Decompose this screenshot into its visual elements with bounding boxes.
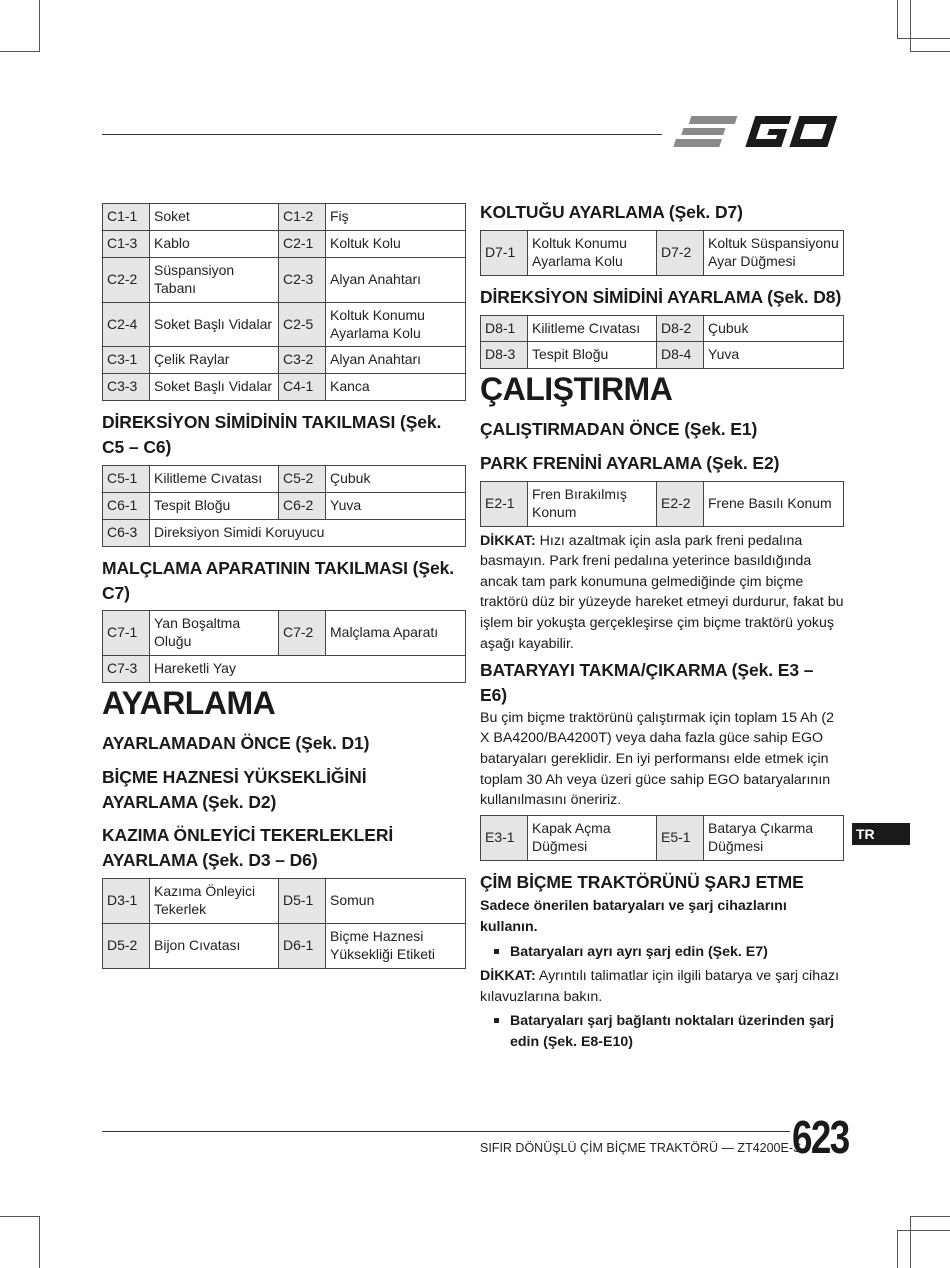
- part-code: D8-2: [657, 315, 704, 342]
- part-code: C2-3: [279, 257, 326, 302]
- part-code: C1-2: [279, 204, 326, 231]
- crop-mark: [897, 1230, 898, 1268]
- crop-mark: [910, 0, 911, 52]
- part-name: Kablo: [150, 230, 279, 257]
- footer-title: SIFIR DÖNÜŞLÜ ÇİM BİÇME TRAKTÖRÜ — ZT4200E-S: [480, 1141, 802, 1155]
- section-heading: KAZIMA ÖNLEYİCİ TEKERLEKLERİ AYARLAMA (Şek. D3 – D6): [102, 825, 394, 871]
- part-name: Çubuk: [326, 465, 466, 492]
- section-heading: DİREKSİYON SİMİDİNİ AYARLAMA (Şek. D8): [480, 286, 842, 307]
- part-name: Yuva: [326, 492, 466, 519]
- table-row: [103, 492, 466, 519]
- caution-label: DİKKAT:: [480, 532, 536, 549]
- part-code: D8-3: [481, 342, 528, 369]
- part-code: C3-2: [279, 347, 326, 374]
- crop-mark: [39, 1216, 40, 1268]
- part-name: Koltuk Konumu Ayarlama Kolu: [528, 230, 657, 275]
- part-code: C5-2: [279, 465, 326, 492]
- part-code: C2-4: [103, 302, 150, 347]
- part-name: Bijon Cıvatası: [150, 923, 279, 968]
- part-code: D5-1: [279, 879, 326, 924]
- part-name: Malçlama Aparatı: [326, 611, 466, 656]
- crop-mark: [910, 1216, 911, 1268]
- crop-mark: [897, 1230, 950, 1231]
- part-name: Kapak Açma Düğmesi: [528, 815, 657, 860]
- left-column: [102, 203, 466, 969]
- list-item: Bataryaları ayrı ayrı şarj edin (Şek. E7): [510, 942, 844, 963]
- part-code: C6-3: [103, 519, 150, 546]
- parts-table-d8: [480, 315, 844, 370]
- part-name: Direksiyon Simidi Koruyucu: [150, 519, 466, 546]
- caution-text: Hızı azaltmak için asla park freni pedalına basmayın. Park freni pedalına yeterince basıldığında ancak tam park konumuna gelmediğinde çim biçme traktörü düz bir yüzeyde hareket etmeyi durdurur, fakat bu işlem bir yokuşta gerçekleşirse çim biçme traktörü yokuş aşağı kayabilir.: [480, 532, 844, 652]
- part-code: C1-1: [103, 204, 150, 231]
- section-heading: DİREKSİYON SİMİDİNİN TAKILMASI (Şek. C5 – C6): [102, 412, 442, 458]
- table-row: [481, 230, 844, 275]
- bullet-list: [480, 942, 844, 963]
- table-row: [103, 465, 466, 492]
- crop-mark: [0, 1216, 40, 1217]
- caution-text: Ayrıntılı talimatlar için ilgili batarya ve şarj cihazı kılavuzlarına bakın.: [480, 968, 840, 1005]
- part-code: D5-2: [103, 923, 150, 968]
- part-name: Koltuk Kolu: [326, 230, 466, 257]
- part-code: D7-1: [481, 230, 528, 275]
- table-row: [481, 815, 844, 860]
- part-code: C2-5: [279, 302, 326, 347]
- parts-table-e3: [480, 815, 844, 861]
- part-code: E2-2: [657, 481, 704, 526]
- ego-logo: [672, 108, 844, 154]
- crop-mark: [910, 51, 950, 52]
- part-code: D7-2: [657, 230, 704, 275]
- caution-paragraph: [480, 966, 844, 1007]
- part-code: C3-1: [103, 347, 150, 374]
- caution-label: DİKKAT:: [480, 968, 536, 985]
- table-row: [103, 347, 466, 374]
- crop-mark: [910, 1216, 950, 1217]
- parts-table-c: [102, 203, 466, 401]
- table-row: [103, 374, 466, 401]
- battery-paragraph: Bu çim biçme traktörünü çalıştırmak için toplam 15 Ah (2 X BA4200/BA4200T) veya daha fazla güce sahip EGO bataryaları gereklidir. En iyi performansı elde etmek için toplam 30 Ah veya üzeri güce sahip EGO bataryalarının kullanılmasını öneririz.: [480, 709, 835, 809]
- section-heading: KOLTUĞU AYARLAMA (Şek. D7): [480, 202, 743, 222]
- crop-mark: [897, 38, 950, 39]
- section-heading: ÇALIŞTIRMADAN ÖNCE (Şek. E1): [480, 419, 758, 440]
- table-row: [103, 656, 466, 683]
- part-name: Koltuk Konumu Ayarlama Kolu: [326, 302, 466, 347]
- part-name: Alyan Anahtarı: [326, 257, 466, 302]
- part-name: Tespit Bloğu: [150, 492, 279, 519]
- table-row: [481, 315, 844, 342]
- table-row: [481, 481, 844, 526]
- table-row: [103, 230, 466, 257]
- part-name: Yan Boşaltma Oluğu: [150, 611, 279, 656]
- part-code: C6-1: [103, 492, 150, 519]
- part-code: D8-4: [657, 342, 704, 369]
- language-tab: TR: [852, 823, 910, 845]
- part-code: C5-1: [103, 465, 150, 492]
- section-heading: ÇİM BİÇME TRAKTÖRÜNÜ ŞARJ ETME: [480, 871, 804, 892]
- list-item: Bataryaları şarj bağlantı noktaları üzerinden şarj edin (Şek. E8-E10): [510, 1011, 844, 1052]
- part-name: Çubuk: [704, 315, 844, 342]
- header-rule: [102, 134, 662, 135]
- part-name: Soket Başlı Vidalar: [150, 374, 279, 401]
- table-row: [103, 923, 466, 968]
- bullet-list: [480, 1011, 844, 1052]
- part-code: C3-3: [103, 374, 150, 401]
- part-code: C6-2: [279, 492, 326, 519]
- part-code: D3-1: [103, 879, 150, 924]
- part-name: Frene Basılı Konum: [704, 481, 844, 526]
- parts-table-e2: [480, 481, 844, 527]
- part-code: E3-1: [481, 815, 528, 860]
- chapter-title: ÇALIŞTIRMA: [480, 371, 673, 408]
- part-code: E2-1: [481, 481, 528, 526]
- table-row: [103, 204, 466, 231]
- page-number: 623: [792, 1111, 849, 1163]
- parts-table-d7: [480, 230, 844, 276]
- part-name: Soket: [150, 204, 279, 231]
- caution-paragraph: [480, 531, 844, 655]
- section-heading: BİÇME HAZNESİ YÜKSEKLİĞİNİ AYARLAMA (Şek. D2): [102, 766, 367, 812]
- part-name: Kilitleme Cıvatası: [150, 465, 279, 492]
- part-name: Kilitleme Cıvatası: [528, 315, 657, 342]
- part-code: C7-1: [103, 611, 150, 656]
- part-name: Fren Bırakılmış Konum: [528, 481, 657, 526]
- part-code: C2-2: [103, 257, 150, 302]
- table-row: [103, 611, 466, 656]
- part-code: C2-1: [279, 230, 326, 257]
- part-name: Çelik Raylar: [150, 347, 279, 374]
- part-name: Kazıma Önleyici Tekerlek: [150, 879, 279, 924]
- crop-mark: [39, 0, 40, 52]
- part-name: Yuva: [704, 342, 844, 369]
- table-row: [103, 519, 466, 546]
- right-column: [480, 200, 844, 1053]
- section-heading: PARK FRENİNİ AYARLAMA (Şek. E2): [480, 452, 780, 473]
- part-code: C4-1: [279, 374, 326, 401]
- table-row: [103, 879, 466, 924]
- parts-table-d3: [102, 878, 466, 969]
- section-heading: MALÇLAMA APARATININ TAKILMASI (Şek. C7): [102, 557, 454, 603]
- section-heading: AYARLAMADAN ÖNCE (Şek. D1): [102, 732, 370, 753]
- part-code: D8-1: [481, 315, 528, 342]
- footer-rule: [102, 1131, 790, 1132]
- part-name: Tespit Bloğu: [528, 342, 657, 369]
- chapter-title: AYARLAMA: [102, 685, 276, 722]
- part-name: Alyan Anahtarı: [326, 347, 466, 374]
- part-code: C7-3: [103, 656, 150, 683]
- part-code: D6-1: [279, 923, 326, 968]
- part-name: Kanca: [326, 374, 466, 401]
- table-row: [103, 302, 466, 347]
- section-heading: BATARYAYI TAKMA/ÇIKARMA (Şek. E3 – E6): [480, 660, 814, 706]
- charge-note: Sadece önerilen bataryaları ve şarj cihazlarını kullanın.: [480, 898, 787, 936]
- part-name: Somun: [326, 879, 466, 924]
- table-row: [103, 257, 466, 302]
- part-name: Soket Başlı Vidalar: [150, 302, 279, 347]
- crop-mark: [0, 51, 40, 52]
- part-code: E5-1: [657, 815, 704, 860]
- table-row: [481, 342, 844, 369]
- part-name: Biçme Haznesi Yüksekliği Etiketi: [326, 923, 466, 968]
- part-code: C7-2: [279, 611, 326, 656]
- crop-mark: [897, 0, 898, 38]
- part-name: Batarya Çıkarma Düğmesi: [704, 815, 844, 860]
- part-name: Süspansiyon Tabanı: [150, 257, 279, 302]
- part-name: Hareketli Yay: [150, 656, 466, 683]
- parts-table-c7: [102, 610, 466, 683]
- part-code: C1-3: [103, 230, 150, 257]
- part-name: Fiş: [326, 204, 466, 231]
- parts-table-c5: [102, 465, 466, 547]
- part-name: Koltuk Süspansiyonu Ayar Düğmesi: [704, 230, 844, 275]
